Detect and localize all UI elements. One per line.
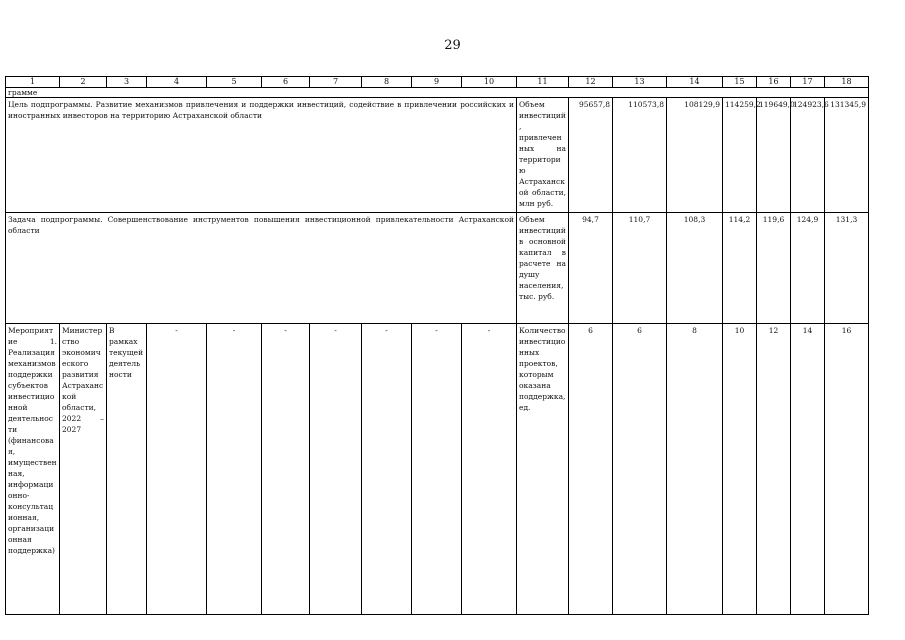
goal-value-15: 114259,2 [723,98,757,213]
col-header-12: 12 [569,77,613,88]
goal-value-18: 131345,9 [825,98,869,213]
measure-value-16: 12 [757,324,791,615]
task-value-13: 110,7 [613,213,667,324]
measure-executor: Министерство экономического развития Астраханской области, 2022 – 2027 [60,324,107,615]
col-header-11: 11 [517,77,569,88]
task-value-17: 124,9 [791,213,825,324]
program-table [5,76,869,615]
task-value-14: 108,3 [667,213,723,324]
col-header-15: 15 [723,77,757,88]
col-header-3: 3 [107,77,147,88]
task-value-15: 114,2 [723,213,757,324]
measure-dash-7: - [310,324,362,615]
measure-value-12: 6 [569,324,613,615]
measure-dash-10: - [462,324,517,615]
goal-value-12: 95657,8 [569,98,613,213]
measure-value-15: 10 [723,324,757,615]
col-header-13: 13 [613,77,667,88]
continuation-row [6,88,869,98]
continuation-text: грамме [6,88,869,98]
goal-text: Цель подпрограммы. Развитие механизмов привлечения и поддержки инвестиций, содействие в привлечении российских и иностранных инвесторов на территорию Астраханской области [6,98,517,213]
measure-dash-4: - [147,324,207,615]
goal-row [6,98,869,213]
col-header-10: 10 [462,77,517,88]
task-value-12: 94,7 [569,213,613,324]
col-header-4: 4 [147,77,207,88]
goal-value-13: 110573,8 [613,98,667,213]
goal-value-16: 119649,0 [757,98,791,213]
col-header-17: 17 [791,77,825,88]
measure-value-14: 8 [667,324,723,615]
task-row [6,213,869,324]
page-number: 29 [444,38,461,53]
col-header-2: 2 [60,77,107,88]
measure-dash-5: - [207,324,262,615]
goal-value-14: 108129,9 [667,98,723,213]
measure-dash-6: - [262,324,310,615]
col-header-14: 14 [667,77,723,88]
goal-indicator: Объем инвестиций, привлеченных на территорию Астраханской области, млн руб. [517,98,569,213]
measure-funding: В рамках текущей деятельности [107,324,147,615]
col-header-9: 9 [412,77,462,88]
measure-row [6,324,869,615]
measure-dash-9: - [412,324,462,615]
task-value-16: 119,6 [757,213,791,324]
col-header-16: 16 [757,77,791,88]
task-value-18: 131,3 [825,213,869,324]
col-header-5: 5 [207,77,262,88]
measure-value-13: 6 [613,324,667,615]
measure-dash-8: - [362,324,412,615]
goal-value-17: 124923,6 [791,98,825,213]
task-indicator: Объем инвестиций в основной капитал в расчете на душу населения, тыс. руб. [517,213,569,324]
measure-name: Мероприятие 1. Реализация механизмов поддержки субъектов инвестиционной деятельности (финансовая, имущественная, информационно-консультационная, организационная поддержка) [6,324,60,615]
col-header-1: 1 [6,77,60,88]
col-header-7: 7 [310,77,362,88]
task-text: Задача подпрограммы. Совершенствование инструментов повышения инвестиционной привлекательности Астраханской области [6,213,517,324]
measure-value-17: 14 [791,324,825,615]
col-header-8: 8 [362,77,412,88]
measure-value-18: 16 [825,324,869,615]
col-header-18: 18 [825,77,869,88]
column-number-row [6,77,869,88]
col-header-6: 6 [262,77,310,88]
measure-indicator: Количество инвестиционных проектов, которым оказана поддержка, ед. [517,324,569,615]
